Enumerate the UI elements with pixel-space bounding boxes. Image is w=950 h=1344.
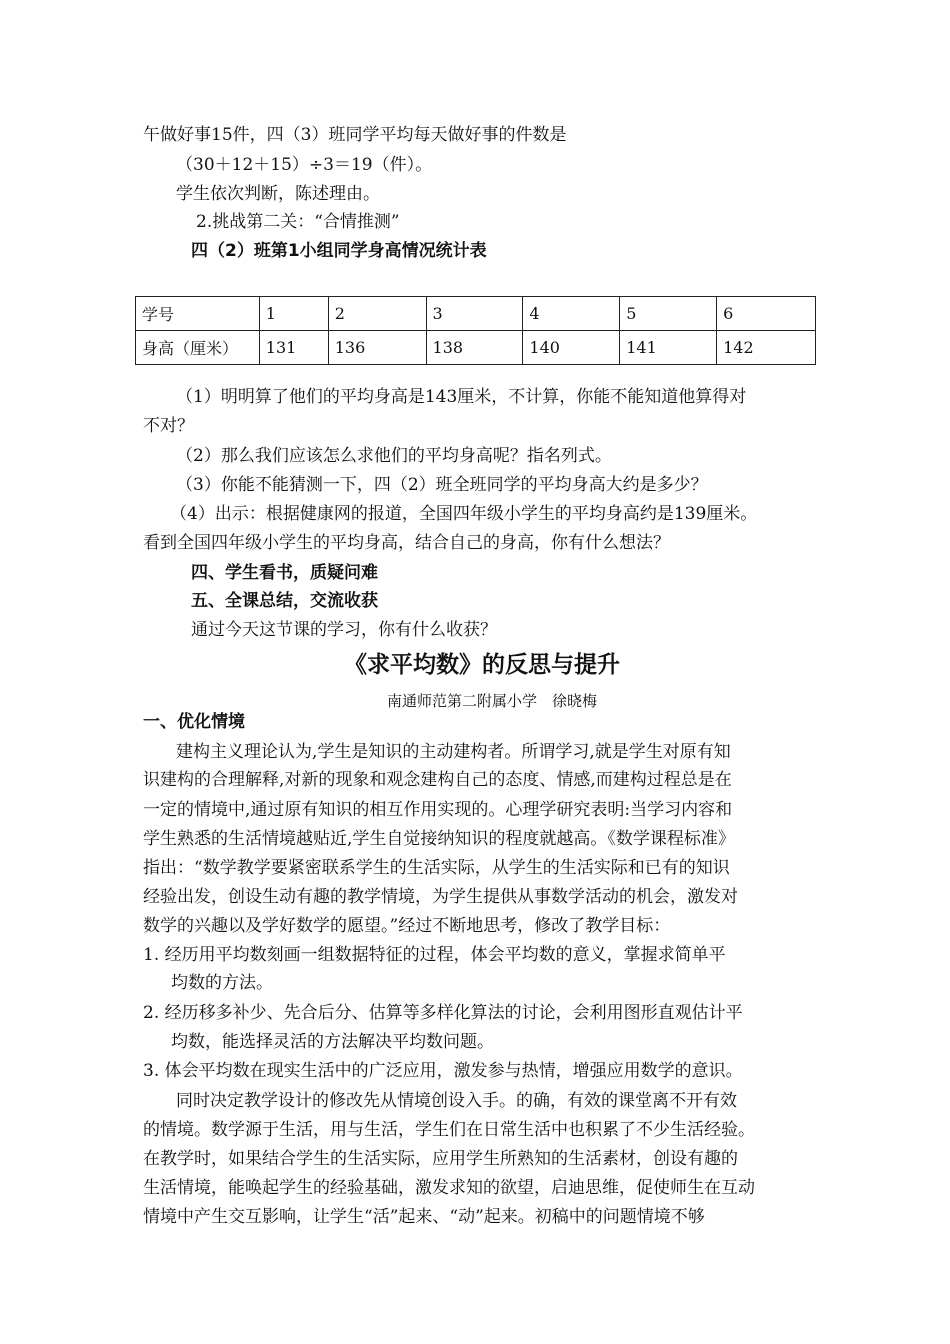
paragraph-line: 的情境。数学源于生活，用与生活，学生们在日常生活中也积累了不少生活经验。 <box>143 1120 755 1140</box>
table-row <box>136 297 816 331</box>
section-heading: 一、优化情境 <box>143 712 245 732</box>
paragraph-line: 在教学时，如果结合学生的生活实际，应用学生所熟知的生活素材，创设有趣的 <box>143 1149 738 1169</box>
paragraph-line: 学生熟悉的生活情境越贴近,学生自觉接纳知识的程度就越高。《数学课程标准》 <box>143 829 735 849</box>
paragraph-line: 一定的情境中,通过原有知识的相互作用实现的。心理学研究表明:当学习内容和 <box>143 800 733 820</box>
text-line: 午做好事15件，四（3）班同学平均每天做好事的件数是 <box>143 125 567 145</box>
question-3: （3）你能不能猜测一下，四（2）班全班同学的平均身高大约是多少？ <box>176 475 708 495</box>
table-cell: 136 <box>328 331 426 365</box>
table-row <box>136 331 816 365</box>
paragraph-line: 生活情境，能唤起学生的经验基础，激发求知的欲望，启迪思维，促使师生在互动 <box>143 1178 755 1198</box>
list-item-continuation: 均数，能选择灵活的方法解决平均数问题。 <box>171 1032 494 1052</box>
table-cell: 138 <box>426 331 523 365</box>
table-cell: 学号 <box>136 297 260 331</box>
paragraph-line: 经验出发，创设生动有趣的教学情境，为学生提供从事数学活动的机会，激发对 <box>143 887 738 907</box>
list-item: 2. 经历移多补少、先合后分、估算等多样化算法的讨论，会利用图形直观估计平 <box>143 1003 743 1023</box>
paragraph-line: 指出：“数学教学要紧密联系学生的生活实际，从学生的生活实际和已有的知识 <box>143 858 730 878</box>
table-cell: 140 <box>523 331 620 365</box>
text-line: （30＋12＋15）÷3＝19（件）。 <box>176 155 433 175</box>
table-cell: 141 <box>620 331 717 365</box>
paragraph-line: 数学的兴趣以及学好数学的愿望。”经过不断地思考，修改了教学目标： <box>143 916 671 936</box>
table-cell: 3 <box>426 297 523 331</box>
list-item-continuation: 均数的方法。 <box>171 973 273 993</box>
table-cell: 142 <box>717 331 816 365</box>
author-line: 南通师范第二附属小学 徐晓梅 <box>387 692 598 710</box>
list-item: 1. 经历用平均数刻画一组数据特征的过程，体会平均数的意义，掌握求简单平 <box>143 945 726 965</box>
table-title: 四（2）班第1小组同学身高情况统计表 <box>191 241 487 261</box>
height-stats-table <box>135 296 816 365</box>
question-4: （4）出示：根据健康网的报道，全国四年级小学生的平均身高约是139厘米。 <box>170 504 758 524</box>
table-cell: 5 <box>620 297 717 331</box>
text-line: 看到全国四年级小学生的平均身高，结合自己的身高，你有什么想法？ <box>143 533 670 553</box>
text-line: 不对？ <box>143 416 194 436</box>
table-cell: 6 <box>717 297 816 331</box>
paragraph-line: 识建构的合理解释,对新的现象和观念建构自己的态度、情感,而建构过程总是在 <box>143 770 732 790</box>
question-2: （2）那么我们应该怎么求他们的平均身高呢？指名列式。 <box>176 446 612 466</box>
section-heading: 四、学生看书，质疑问难 <box>191 563 378 583</box>
article-title: 《求平均数》的反思与提升 <box>344 652 620 678</box>
paragraph-line: 同时决定教学设计的修改先从情境创设入手。的确，有效的课堂离不开有效 <box>176 1091 737 1111</box>
text-line: 学生依次判断，陈述理由。 <box>176 184 380 204</box>
section-heading: 五、全课总结，交流收获 <box>191 591 378 611</box>
paragraph-line: 建构主义理论认为,学生是知识的主动建构者。所谓学习,就是学生对原有知 <box>176 742 731 762</box>
table-cell: 131 <box>259 331 328 365</box>
text-line: 通过今天这节课的学习，你有什么收获？ <box>191 620 497 640</box>
table-cell: 身高（厘米） <box>136 331 260 365</box>
table-cell: 4 <box>523 297 620 331</box>
question-1: （1）明明算了他们的平均身高是143厘米，不计算，你能不能知道他算得对 <box>176 387 747 407</box>
table-cell: 1 <box>259 297 328 331</box>
list-item: 3. 体会平均数在现实生活中的广泛应用，激发参与热情，增强应用数学的意识。 <box>143 1061 743 1081</box>
table-cell: 2 <box>328 297 426 331</box>
text-line: 2.挑战第二关：“合情推测” <box>196 212 400 232</box>
paragraph-line: 情境中产生交互影响，让学生“活”起来、“动”起来。初稿中的问题情境不够 <box>143 1207 705 1227</box>
